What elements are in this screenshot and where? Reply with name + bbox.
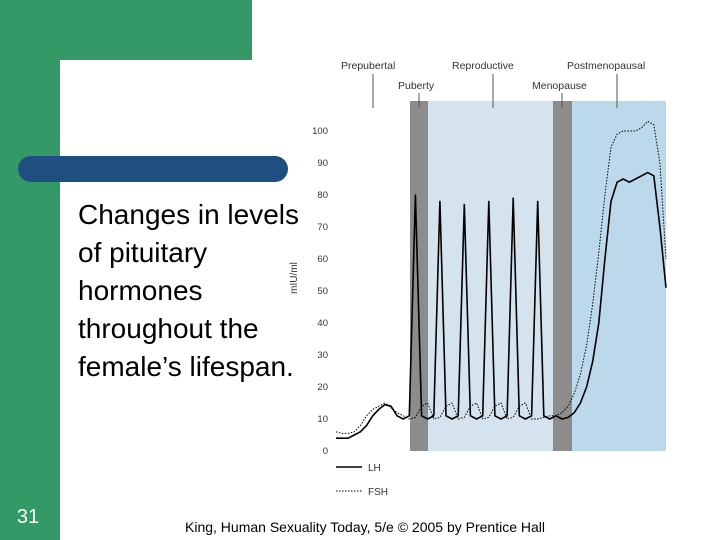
y-tick-label: 60 <box>317 254 328 265</box>
y-tick-label: 0 <box>322 446 328 457</box>
y-tick-label: 100 <box>312 126 328 137</box>
phase-label-reproductive: Reproductive <box>452 60 514 72</box>
y-axis-label: mIU/ml <box>289 262 300 294</box>
phase-band-prepubertal <box>336 101 410 451</box>
phase-band-postmenopausal <box>572 101 666 451</box>
y-tick-label: 30 <box>317 350 328 361</box>
legend-label-lh: LH <box>368 463 381 474</box>
phase-label-puberty: Puberty <box>398 80 435 92</box>
y-tick-label: 50 <box>317 286 328 297</box>
y-tick-label: 80 <box>317 190 328 201</box>
slide-caption: Changes in levels of pituitary hormones throughout the female’s lifespan. <box>78 199 300 382</box>
hormone-chart <box>286 50 676 510</box>
header-band <box>0 0 252 60</box>
phase-label-prepubertal: Prepubertal <box>341 60 396 72</box>
phase-label-postmenopausal: Postmenopausal <box>567 60 646 72</box>
phase-label-menopause: Menopause <box>532 80 587 92</box>
slide-number: 31 <box>16 506 40 528</box>
y-tick-label: 70 <box>317 222 328 233</box>
y-tick-label: 90 <box>317 158 328 169</box>
y-tick-label: 10 <box>317 414 328 425</box>
y-tick-label: 20 <box>317 382 328 393</box>
title-bar <box>18 156 288 182</box>
legend-label-fsh: FSH <box>368 487 388 498</box>
citation-footer: King, Human Sexuality Today, 5/e © 2005 by Prentice Hall <box>185 519 545 535</box>
content-corner <box>60 60 140 140</box>
phase-band-menopause <box>553 101 572 451</box>
y-tick-labels <box>312 126 328 457</box>
sidebar-band <box>0 0 60 540</box>
y-tick-label: 40 <box>317 318 328 329</box>
